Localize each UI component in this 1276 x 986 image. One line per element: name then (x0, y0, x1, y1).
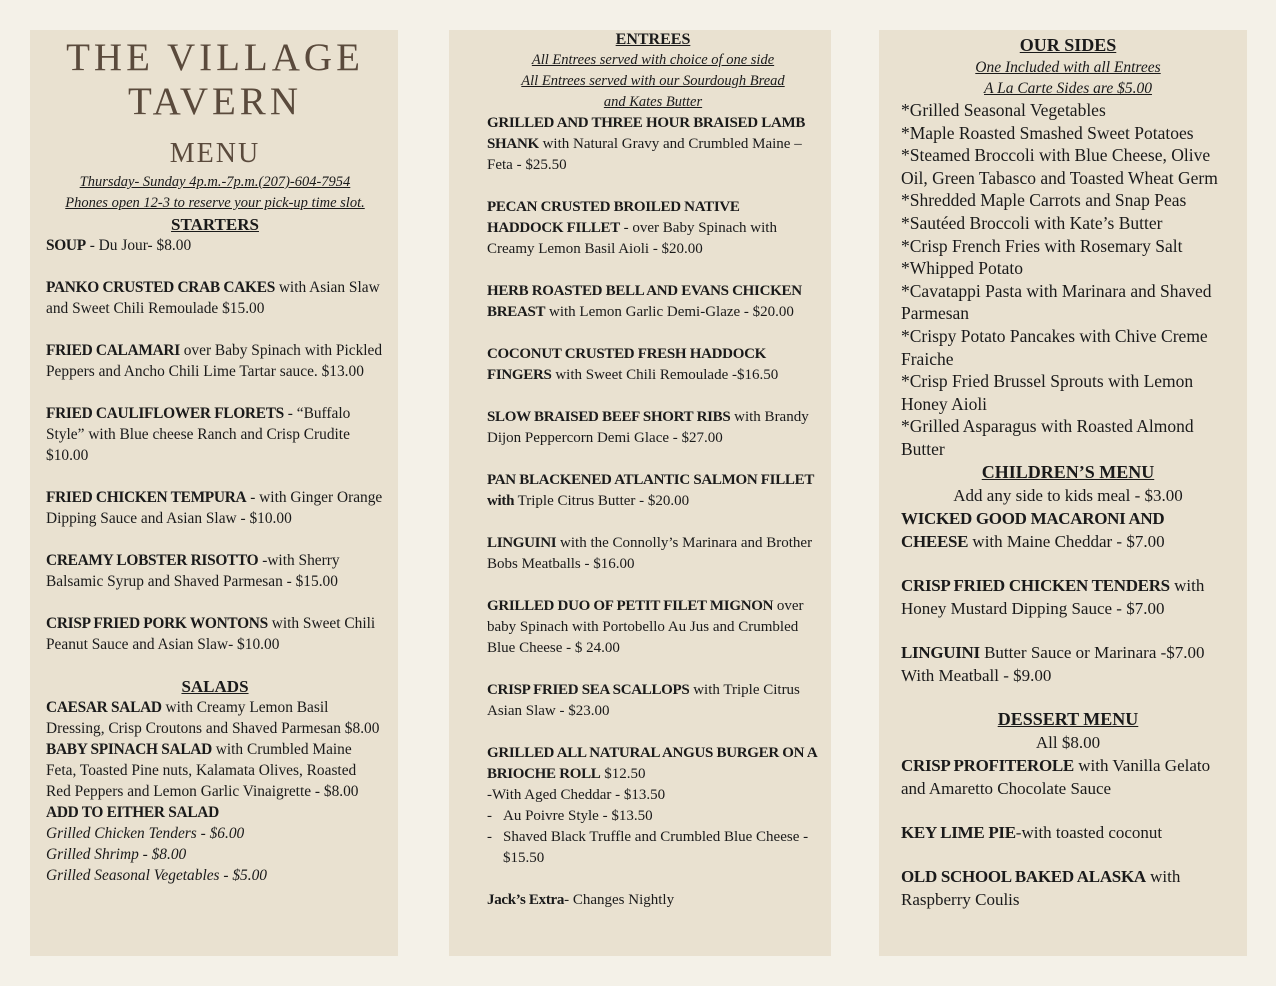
item-desc: with Asian Slaw and Sweet Chili Remoulade $15.00 (46, 279, 380, 317)
burger-option: - Shaved Black Truffle and Crumbled Blue Cheese - $15.50 (487, 829, 809, 866)
dessert-heading: DESSERT MENU (997, 708, 1139, 729)
menu-item (487, 596, 819, 659)
burger-option-text: Au Poivre Style - $13.50 (503, 808, 653, 824)
burger-option-text: Shaved Black Truffle and Crumbled Blue Cheese - $15.50 (503, 829, 809, 866)
side-item: *Cavatappi Pasta with Marinara and Shaved Parmesan (901, 280, 1212, 324)
side-item: *Steamed Broccoli with Blue Cheese, Olive Oil, Green Tabasco and Toasted Wheat Germ (901, 145, 1218, 188)
menu-panel-starters (30, 30, 398, 956)
side-item: *Crisp Fried Brussel Sprouts with Lemon Honey Aioli (901, 371, 1194, 414)
menu-item-burger (487, 743, 819, 785)
item-name: CRISP FRIED SEA SCALLOPS (487, 682, 690, 698)
item-name: HERB ROASTED BELL AND EVANS CHICKEN BREAST (487, 283, 802, 320)
menu-item (901, 641, 1235, 664)
children-note: Add any side to kids meal - $3.00 (953, 485, 1183, 505)
phones-note: Phones open 12-3 to reserve your pick-up time slot. (65, 195, 365, 211)
menu-item (46, 739, 384, 802)
side-item: *Maple Roasted Smashed Sweet Potatoes (901, 122, 1194, 143)
side-item: *Sautéed Broccoli with Kate’s Butter (901, 212, 1163, 233)
item-name: WICKED GOOD MACARONI AND CHEESE (901, 508, 1165, 551)
menu-item (46, 613, 384, 655)
item-desc: with Sweet Chili Remoulade -$16.50 (551, 367, 779, 383)
menu-item (487, 533, 819, 575)
item-name: SOUP (46, 237, 86, 254)
item-name: PANKO CRUSTED CRAB CAKES (46, 279, 275, 296)
item-desc: with Raspberry Coulis (901, 866, 1181, 909)
item-name: PECAN CRUSTED BROILED NATIVE HADDOCK FILLET (487, 199, 740, 236)
item-desc: Butter Sauce or Marinara -$7.00 (979, 642, 1205, 662)
menu-item (487, 680, 819, 722)
item-name: CRISP FRIED CHICKEN TENDERS (901, 575, 1170, 595)
addon-item: Grilled Shrimp - $8.00 (46, 846, 187, 863)
addon-heading (46, 802, 384, 823)
item-name: CRISP FRIED PORK WONTONS (46, 615, 268, 632)
dessert-note: All $8.00 (1035, 732, 1101, 752)
menu-item (487, 407, 819, 449)
item-name: GRILLED ALL NATURAL ANGUS BURGER ON A BRIOCHE ROLL (487, 745, 817, 782)
menu-item (487, 197, 819, 260)
entrees-note: and Kates Butter (603, 94, 703, 110)
title-line-2: TAVERN (127, 80, 302, 123)
item-name: KEY LIME PIE (901, 822, 1016, 842)
item-desc: Triple Citrus Butter - $20.00 (514, 493, 690, 509)
menu-item (901, 507, 1235, 553)
item-desc: with Triple Citrus Asian Slaw - $23.00 (487, 682, 800, 719)
addon-item: Grilled Chicken Tenders - $6.00 (46, 825, 245, 842)
side-item: *Shredded Maple Carrots and Snap Peas (901, 190, 1187, 211)
menu-item (46, 403, 384, 466)
item-name: GRILLED DUO OF PETIT FILET MIGNON (487, 598, 774, 614)
menu-heading: MENU (169, 138, 261, 169)
item-desc: -with toasted coconut (1015, 822, 1163, 842)
menu-item (46, 487, 384, 529)
menu-item (487, 281, 819, 323)
addon-item: Grilled Seasonal Vegetables - $5.00 (46, 867, 267, 884)
item-desc: - Changes Nightly (564, 892, 675, 908)
starters-heading: STARTERS (171, 215, 259, 234)
hours-note: Thursday- Sunday 4p.m.-7p.m.(207)-604-7954 (79, 174, 351, 190)
item-desc: with the Connolly’s Marinara and Brother Bobs Meatballs - $16.00 (487, 535, 813, 572)
item-name: FRIED CAULIFLOWER FLORETS (46, 405, 284, 422)
sides-note: A La Carte Sides are $5.00 (984, 80, 1152, 97)
item-desc: with Sweet Chili Peanut Sauce and Asian Slaw- $10.00 (46, 615, 376, 653)
sides-heading: OUR SIDES (1019, 35, 1117, 55)
menu-item (46, 277, 384, 319)
menu-item (487, 344, 819, 386)
item-name: BABY SPINACH SALAD (46, 741, 212, 758)
item-desc: with Creamy Lemon Basil Dressing, Crisp Croutons and Shaved Parmesan $8.00 (46, 699, 380, 737)
item-name: CRISP PROFITEROLE (901, 755, 1074, 775)
menu-item (901, 821, 1235, 844)
menu-item-extra (487, 890, 819, 911)
item-desc: with Natural Gravy and Crumbled Maine – Feta - $25.50 (487, 136, 802, 173)
menu-item (46, 697, 384, 739)
menu-item (46, 550, 384, 592)
side-item: *Crisp French Fries with Rosemary Salt (901, 235, 1183, 256)
menu-item (487, 470, 819, 512)
item-name: LINGUINI (487, 535, 557, 551)
item-desc: over baby Spinach with Portobello Au Jus and Crumbled Blue Cheese - $ 24.00 (487, 598, 804, 656)
entrees-note: All Entrees served with choice of one side (531, 52, 775, 68)
side-item: *Grilled Seasonal Vegetables (901, 100, 1106, 120)
item-desc: - over Baby Spinach with Creamy Lemon Basil Aioli - $20.00 (487, 220, 777, 257)
side-item: *Crispy Potato Pancakes with Chive Creme Fraiche (901, 325, 1208, 369)
menu-item (46, 340, 384, 382)
item-desc: with Crumbled Maine Feta, Toasted Pine nuts, Kalamata Olives, Roasted Red Peppers and Lemon Garlic Vinaigrette - $8.00 (46, 741, 359, 800)
menu-item (901, 865, 1235, 911)
item-name: CREAMY LOBSTER RISOTTO (46, 552, 259, 569)
item-desc: - Du Jour- $8.00 (85, 237, 192, 254)
entrees-heading: ENTREES (615, 31, 691, 48)
item-desc: with Lemon Garlic Demi-Glaze - $20.00 (545, 304, 794, 320)
item-desc: -with Sherry Balsamic Syrup and Shaved Parmesan - $15.00 (46, 552, 340, 590)
addon-heading-text: ADD TO EITHER SALAD (46, 804, 219, 821)
burger-option: -With Aged Cheddar - $13.50 (487, 787, 666, 803)
item-price: $12.50 (600, 766, 646, 782)
menu-item (46, 235, 384, 256)
item-desc: with Vanilla Gelato and Amaretto Chocolate Sauce (901, 755, 1211, 798)
entrees-note: All Entrees served with our Sourdough Bread (521, 73, 785, 89)
item-desc: with Maine Cheddar - $7.00 (968, 531, 1165, 551)
menu-item (901, 574, 1235, 620)
menu-item (487, 113, 819, 176)
children-heading: CHILDREN’S MENU (981, 461, 1155, 482)
item-name: Jack’s Extra (487, 892, 565, 908)
menu-panel-entrees (449, 30, 831, 956)
item-desc: with Honey Mustard Dipping Sauce - $7.00 (901, 575, 1205, 618)
item-desc: - “Buffalo Style” with Blue cheese Ranch and Crisp Crudite $10.00 (46, 405, 351, 464)
item-name: COCONUT CRUSTED FRESH HADDOCK FINGERS (487, 346, 766, 383)
menu-panel-sides (879, 30, 1247, 956)
item-desc: over Baby Spinach with Pickled Peppers and Ancho Chili Lime Tartar sauce. $13.00 (46, 342, 383, 380)
side-item: *Grilled Asparagus with Roasted Almond Butter (901, 416, 1194, 459)
side-item: *Whipped Potato (901, 258, 1023, 279)
item-name: CAESAR SALAD (46, 699, 162, 716)
item-desc: with Brandy Dijon Peppercorn Demi Glace - $27.00 (487, 409, 809, 446)
item-name: OLD SCHOOL BAKED ALASKA (901, 866, 1146, 886)
sides-note: One Included with all Entrees (975, 59, 1161, 76)
item-name: FRIED CHICKEN TEMPURA (46, 489, 247, 506)
meatball-option: With Meatball - $9.00 (901, 665, 1052, 685)
item-name: SLOW BRAISED BEEF SHORT RIBS (487, 409, 731, 425)
burger-option: - Au Poivre Style - $13.50 (487, 808, 653, 824)
item-name: LINGUINI (901, 642, 980, 662)
menu-item (901, 754, 1235, 800)
salads-heading: SALADS (181, 677, 249, 696)
item-name: FRIED CALAMARI (46, 342, 180, 359)
restaurant-title (46, 36, 384, 124)
item-name: GRILLED AND THREE HOUR BRAISED LAMB SHANK (487, 115, 806, 152)
title-line-1: THE VILLAGE (66, 36, 364, 79)
item-name: PAN BLACKENED ATLANTIC SALMON FILLET with (487, 472, 814, 509)
item-desc: - with Ginger Orange Dipping Sauce and Asian Slaw - $10.00 (46, 489, 383, 527)
